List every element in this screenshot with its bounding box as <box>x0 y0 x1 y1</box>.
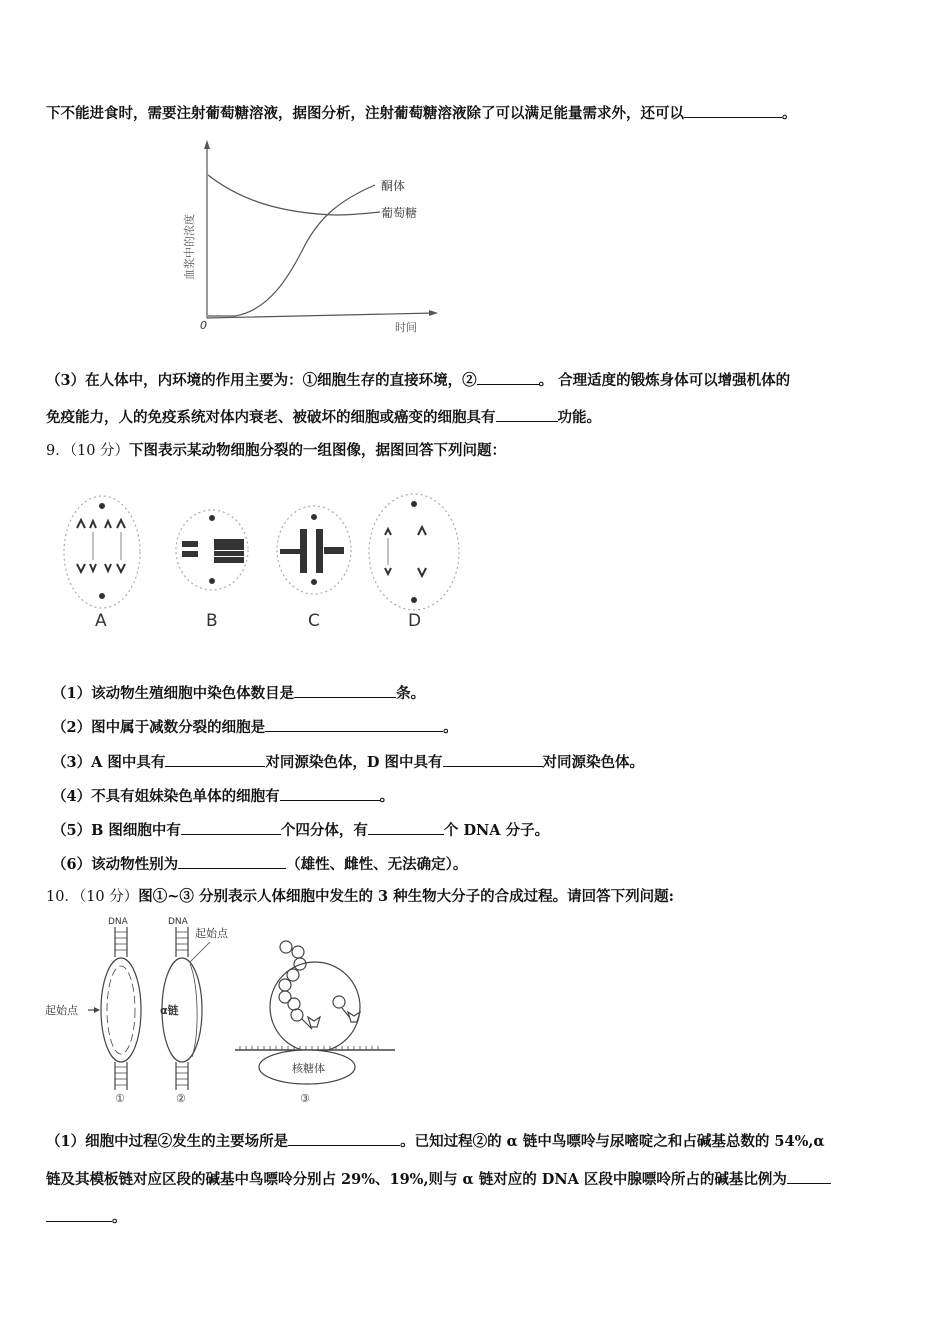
q8-part3-line1 <box>46 369 790 391</box>
q9-sub4 <box>52 785 394 807</box>
answer-blank[interactable] <box>178 853 286 869</box>
question-number: 10． <box>46 889 79 905</box>
q10-sub1-text-b: 。已知过程②的 α 链中鸟嘌呤与尿嘧啶之和占碱基总数的 54%,α <box>400 1133 825 1150</box>
q9-header <box>46 441 506 461</box>
q9-sub2-end: 。 <box>443 719 458 736</box>
q10-sub1-end: 。 <box>112 1209 127 1226</box>
answer-blank[interactable] <box>280 785 380 801</box>
q10-sub1-line2 <box>46 1168 831 1190</box>
alpha-chain-label: α链 <box>160 1004 179 1017</box>
q8-part3-text-a: （3）在人体中，内环境的作用主要为：①细胞生存的直接环境，② <box>46 372 477 389</box>
q10-header <box>46 887 674 907</box>
biosynthesis-figure <box>40 912 400 1104</box>
answer-blank[interactable] <box>294 682 396 698</box>
ketone-label: 酮体 <box>381 179 406 193</box>
ketone-curve <box>208 185 375 316</box>
q9-sub1-end: 条。 <box>396 685 426 702</box>
q9-sub3-text: （3）A 图中具有 <box>52 754 166 771</box>
q9-sub6-end: （雄性、雌性、无法确定）。 <box>286 856 468 873</box>
intro-question-line <box>46 102 797 124</box>
answer-blank[interactable] <box>684 102 782 118</box>
q9-sub2-text: （2）图中属于减数分裂的细胞是 <box>52 719 266 736</box>
figure-label-1: ① <box>115 1092 125 1104</box>
origin-label-2: 起始点 <box>195 927 228 940</box>
cell-d-outline <box>369 494 459 610</box>
x-axis-label: 时间 <box>395 321 417 334</box>
origin-label-1: 起始点 <box>45 1004 78 1017</box>
q9-sub5-text: （5）B 图细胞中有 <box>52 822 181 839</box>
q10-sub1-line3 <box>46 1206 127 1228</box>
figure-label-d: D <box>408 611 422 631</box>
intro-text: 下不能进食时，需要注射葡萄糖溶液，据图分析，注射葡萄糖溶液除了可以满足能量需求外，还可以 <box>46 105 684 122</box>
q9-sub1-text: （1）该动物生殖细胞中染色体数目是 <box>52 685 295 702</box>
q8-part3-line2 <box>46 406 601 428</box>
answer-blank[interactable] <box>265 716 443 732</box>
answer-blank[interactable] <box>368 819 444 835</box>
question-stem: 下图表示某动物细胞分裂的一组图像，据图回答下列问题： <box>129 442 507 459</box>
question-stem: 图①~③ 分别表示人体细胞中发生的 3 种生物大分子的合成过程。请回答下列问题: <box>138 888 674 905</box>
y-axis-arrow-icon <box>204 140 210 149</box>
q9-sub4-text: （4）不具有姐妹染色单体的细胞有 <box>52 788 280 805</box>
figure-label-c: C <box>308 611 320 631</box>
answer-blank[interactable] <box>165 751 265 767</box>
amino-acid-chain <box>291 1009 303 1021</box>
blood-concentration-graph <box>180 135 450 340</box>
y-axis-label: 血浆中的浓度 <box>183 214 196 280</box>
answer-blank-continued[interactable] <box>46 1206 112 1222</box>
q10-sub1-line1 <box>46 1130 825 1152</box>
question-number: 9． <box>46 443 70 459</box>
q9-sub6-text: （6）该动物性别为 <box>52 856 179 873</box>
q10-sub1-text-a: （1）细胞中过程②发生的主要场所是 <box>46 1133 289 1150</box>
cell-division-figure <box>55 490 465 635</box>
q8-part3-text-d: 功能。 <box>557 409 601 426</box>
origin-label: 0 <box>200 319 207 332</box>
ribosome-large-subunit <box>270 962 360 1052</box>
figure-label-3: ③ <box>300 1092 310 1104</box>
q9-sub5-mid: 个四分体，有 <box>280 822 368 839</box>
figure-label-2: ② <box>176 1092 186 1104</box>
q9-sub2 <box>52 716 458 738</box>
q9-sub1 <box>52 682 425 704</box>
answer-blank[interactable] <box>787 1168 831 1184</box>
q9-sub3-mid: 对同源染色体，D 图中具有 <box>265 754 443 771</box>
q9-sub4-end: 。 <box>379 788 395 805</box>
q8-part3-text-c: 免疫能力，人的免疫系统对体内衰老、被破坏的细胞或癌变的细胞具有 <box>46 409 496 426</box>
dna-label-1: DNA <box>108 917 128 927</box>
question-score: （10 分） <box>78 889 139 905</box>
answer-blank[interactable] <box>443 751 543 767</box>
cell-a-outline <box>64 496 140 608</box>
answer-blank[interactable] <box>181 819 281 835</box>
x-axis-arrow-icon <box>429 310 438 316</box>
answer-blank[interactable] <box>477 369 539 385</box>
q8-part3-text-b: 。 合理适度的锻炼身体可以增强机体的 <box>538 372 791 389</box>
figure-label-b: B <box>206 611 218 631</box>
q9-sub3 <box>52 751 644 773</box>
ribosome-label: 核糖体 <box>292 1062 325 1075</box>
q9-sub6 <box>52 853 467 875</box>
q9-sub3-end: 对同源染色体。 <box>542 754 645 771</box>
q9-sub5 <box>52 819 549 841</box>
answer-blank[interactable] <box>288 1130 400 1146</box>
question-score: （10 分） <box>69 443 130 459</box>
answer-blank[interactable] <box>496 406 558 422</box>
figure-label-a: A <box>95 611 107 631</box>
glucose-label: 葡萄糖 <box>381 206 418 220</box>
q9-sub5-end: 个 DNA 分子。 <box>443 822 550 839</box>
period: 。 <box>782 105 797 122</box>
q10-sub1-text-c: 链及其模板链对应区段的碱基中鸟嘌呤分别占 29%、19%,则与 α 链对应的 DNA 区段中腺嘌呤所占的碱基比例为 <box>46 1171 787 1188</box>
dna-label-2: DNA <box>168 917 188 927</box>
